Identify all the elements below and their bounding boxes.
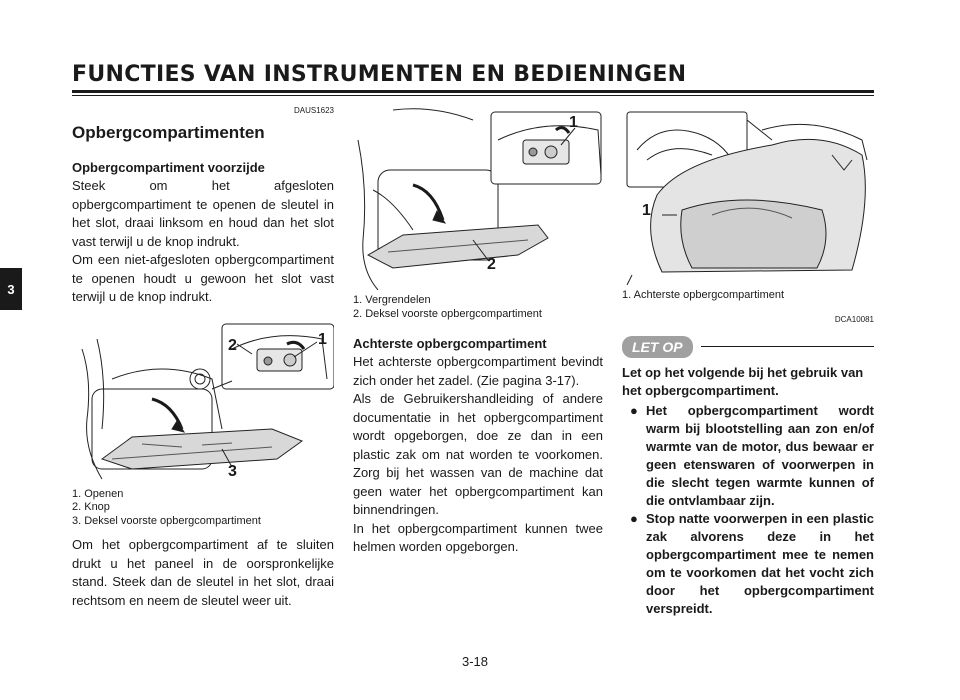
bullet-icon: ● <box>630 402 638 418</box>
notice-header <box>622 336 874 358</box>
paragraph-open-unlocked: Om een niet-afgesloten opbergcompartiment te openen houdt u gewoon het slot vast terwijl u de knop indrukt. <box>72 252 334 304</box>
header-rule-thin <box>72 95 874 96</box>
figure-label: 2 <box>487 256 496 273</box>
section-title: Opbergcompartimenten <box>72 123 265 142</box>
column-middle <box>353 100 603 557</box>
page-number: 3-18 <box>462 654 489 669</box>
front-compartment-illustration <box>72 319 334 484</box>
notice-rule <box>701 346 874 347</box>
figure-label: 3 <box>228 462 237 480</box>
caption-item: 1. Openen <box>72 487 124 500</box>
column-left <box>72 100 334 610</box>
notice-bullet <box>622 510 874 618</box>
figure-caption <box>72 488 334 529</box>
figure-caption <box>622 289 874 303</box>
notice-badge: LET OP <box>622 336 693 358</box>
paragraph-open-locked: Steek om het afgesloten opbergcompartiment te openen de sleutel in het slot, draai linksom en houd dan het slot vast terwijl u de knop indrukt. <box>72 178 334 249</box>
paragraph-helmets: In het opbergcompartiment kunnen twee helmen worden opgeborgen. <box>353 520 603 554</box>
subsection-title-front: Opbergcompartiment voorzijde <box>72 160 265 175</box>
column-right <box>622 100 874 618</box>
paragraph-documentation: Als de Gebruikershandleiding of andere documentatie in het opbergcompartiment wordt opgeborgen, doe ze dan in een plastic zak om nat worden te voorkomen. Zorg bij het wassen van de machine dat geen water het opbergcompartiment kan binnendringen. <box>353 391 603 517</box>
front-lock-illustration <box>353 100 603 290</box>
caption-item: 2. Knop <box>72 501 110 513</box>
figure-label: 2 <box>228 336 237 354</box>
figure-caption <box>353 294 603 321</box>
bullet-text: Het opbergcompartiment wordt warm bij blootstelling aan zon en/of warmte van de motor, dus bewaar er geen etenswaren of voorwerpen in die slecht tegen warmte kunnen of die ontvlambaar zijn. <box>646 402 874 508</box>
notice-code: DCA10081 <box>834 314 874 324</box>
caption-item: 3. Deksel voorste opbergcompartiment <box>72 514 261 527</box>
notice-intro: Let op het volgende bij het gebruik van het opbergcompartiment. <box>622 364 864 398</box>
figure-front-compartment-open <box>72 319 334 484</box>
chapter-tab: 3 <box>0 268 22 310</box>
figure-label: 1 <box>318 330 327 348</box>
figure-label: 1 <box>642 202 651 219</box>
notice-bullet <box>622 402 874 510</box>
rear-compartment-illustration <box>622 100 874 285</box>
page-header-title: FUNCTIES VAN INSTRUMENTEN EN BEDIENINGEN <box>72 62 687 87</box>
section-code: DAUS1623 <box>293 106 334 115</box>
figure-rear-compartment <box>622 100 874 285</box>
paragraph-close-lock: Om het opbergcompartiment af te sluiten drukt u het paneel in de oorspronkelijke stand. Steek dan de sleutel in het slot, draai rechtsom en neem de sleutel weer uit. <box>72 537 334 608</box>
caption-item: 1. Achterste opbergcompartiment <box>622 289 785 301</box>
figure-label: 1 <box>569 114 578 131</box>
paragraph-rear-location: Het achterste opbergcompartiment bevindt zich onder het zadel. (Zie pagina 3-17). <box>353 354 603 388</box>
caption-item: 1. Vergrendelen <box>353 294 431 306</box>
caption-item: 2. Deksel voorste opbergcompartiment <box>353 307 542 320</box>
bullet-icon: ● <box>630 510 638 526</box>
subsection-title-rear: Achterste opbergcompartiment <box>353 336 547 351</box>
figure-front-compartment-lock <box>353 100 603 290</box>
bullet-text: Stop natte voorwerpen in een plastic zak alvorens deze in het opbergcompartiment mee te nemen om te voorkomen dat het vocht zich door het opbergcompartiment verspreidt. <box>646 510 874 616</box>
header-rule <box>72 90 874 93</box>
